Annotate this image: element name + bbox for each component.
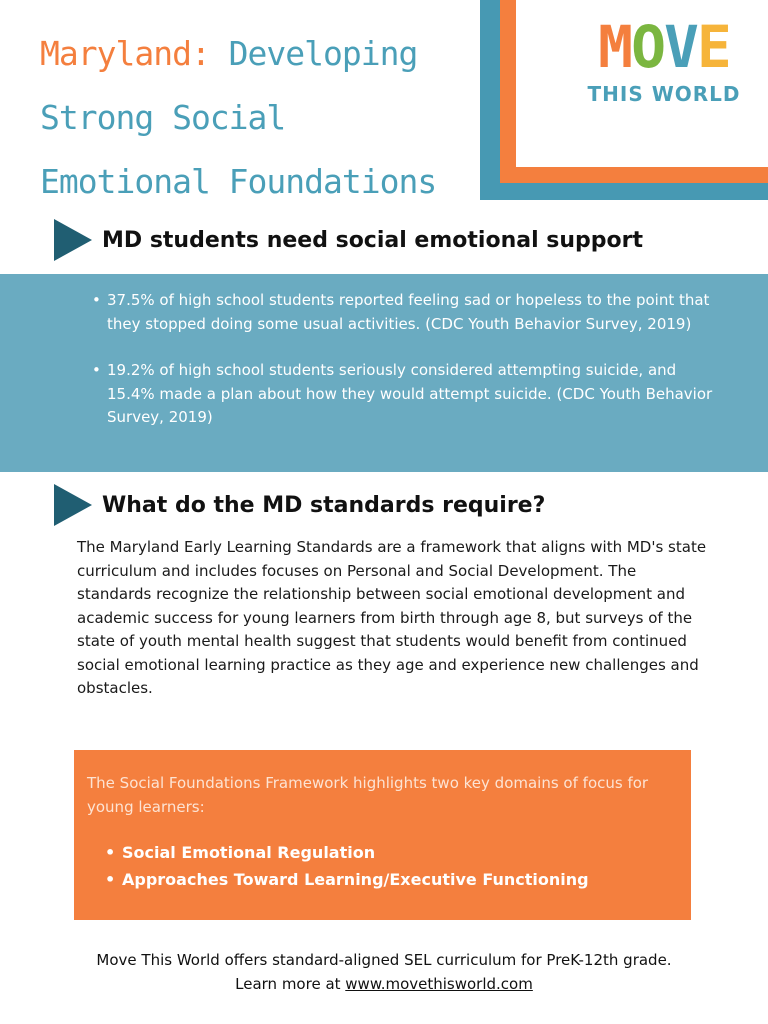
footer (0, 948, 768, 996)
page-title (40, 22, 460, 214)
framework-callout (74, 750, 691, 920)
triangle-marker-icon (54, 484, 92, 526)
section-heading-standards-text: What do the MD standards require? (102, 492, 546, 518)
statistics-list (0, 274, 768, 430)
move-this-world-logo (580, 14, 748, 106)
footer-offer-text: Move This World offers standard-aligned SEL curriculum for PreK-12th grade. (96, 951, 672, 969)
logo-frame (480, 0, 768, 200)
section-heading-support-text: MD students need social emotional support (102, 227, 644, 253)
callout-item: • Approaches Toward Learning/Executive Functioning (122, 866, 691, 893)
standards-paragraph: The Maryland Early Learning Standards are a framework that aligns with MD's state curriculum and includes focuses on Personal and Social Development. The standards recognize the relationship between social emotional development and academic success for young learners from birth through age 8, but surveys of the state of youth mental health suggest that students would benefit from continued social emotional learning practice as they age and experience new challenges and obstacles. (77, 538, 707, 697)
footer-learn-more-prefix: Learn more at (235, 975, 346, 993)
logo-move-word (580, 14, 748, 80)
title-line-2: Strong Social (40, 98, 286, 137)
section-heading-standards (54, 483, 754, 527)
footer-learn-more (0, 972, 768, 996)
logo-letter-o: O (631, 13, 664, 81)
title-line-1 (40, 22, 460, 86)
callout-intro: The Social Foundations Framework highlights two key domains of focus for young learners: (87, 774, 649, 816)
section-heading-support (54, 218, 754, 262)
statistic-item: • 37.5% of high school students reported feeling sad or hopeless to the point that they stopped doing some usual activities. (CDC Youth Behavior Survey, 2019) (107, 289, 728, 336)
logo-letter-v: V (664, 13, 697, 81)
logo-subtitle: THIS WORLD (587, 82, 741, 106)
logo-letter-e: E (696, 13, 730, 81)
logo-letter-m: M (598, 13, 632, 81)
title-line-1-rest: Developing (209, 34, 418, 73)
title-state: Maryland: (40, 34, 210, 73)
callout-list (74, 819, 691, 893)
statistic-item: • 19.2% of high school students seriously considered attempting suicide, and 15.4% made a plan about how they would attempt suicide. (CDC Youth Behavior Survey, 2019) (107, 359, 728, 430)
website-link[interactable]: www.movethisworld.com (345, 975, 533, 993)
triangle-marker-icon (54, 219, 92, 261)
title-line-3: Emotional Foundations (40, 162, 437, 201)
callout-item: • Social Emotional Regulation (122, 839, 691, 866)
statistics-band (0, 274, 768, 472)
